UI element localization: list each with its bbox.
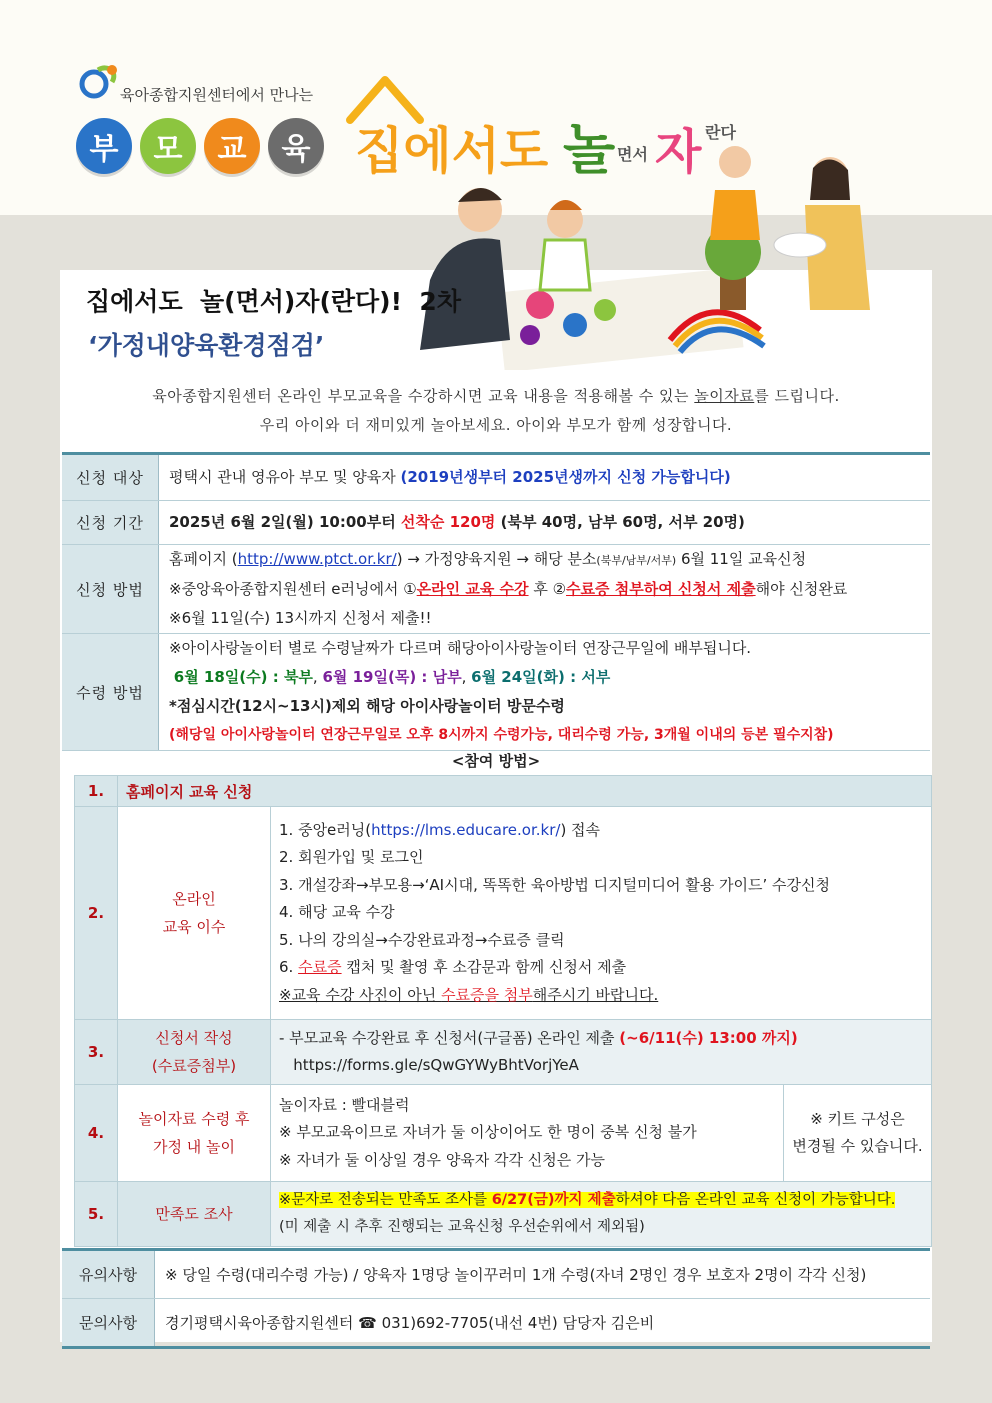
homepage-link[interactable]: http://www.ptct.or.kr/ — [237, 550, 397, 568]
title-part-2: 놀 — [563, 118, 616, 181]
receive-label: 수령 방법 — [62, 634, 159, 751]
contact-value: 경기평택시육아종합지원센터 ☎ 031)692-7705(내선 4번) 담당자 김은비 — [155, 1299, 931, 1348]
step-4-body: 놀이자료 : 빨대블럭 ※ 부모교육이므로 자녀가 둘 이상이어도 한 명이 중복 신청 불가 ※ 자녀가 둘 이상일 경우 양육자 각각 신청은 가능 — [271, 1085, 784, 1182]
row-contact — [62, 1299, 930, 1348]
center-logo-icon — [78, 62, 120, 104]
step-3-number: 3. — [75, 1020, 118, 1085]
step-5-number: 5. — [75, 1182, 118, 1247]
intro-line-2: 우리 아이와 더 재미있게 놀아보세요. 아이와 부모가 함께 성장합니다. — [259, 416, 733, 434]
step-3-name: 신청서 작성 (수료증첨부) — [118, 1020, 271, 1085]
circle-gyo: 교 — [204, 118, 260, 174]
page-subtitle: ‘가정내양육환경점검’ — [88, 331, 325, 360]
notes-value: ※ 당일 수령(대리수령 가능) / 양육자 1명당 놀이꾸러미 1개 수령(자녀 2명인 경우 보호자 2명이 각각 신청) — [155, 1250, 931, 1299]
page-title: 집에서도 놀(면서)자(란다)! 2차 — [86, 287, 461, 316]
period-value: 2025년 6월 2일(월) 10:00부터 선착순 120명 (북부 40명, 남부 60명, 서부 20명) — [159, 501, 931, 545]
target-value: 평택시 관내 영유아 부모 및 양육자 (2019년생부터 2025년생까지 신청 가능합니다) — [159, 454, 931, 501]
row-notes — [62, 1250, 930, 1299]
target-label: 신청 대상 — [62, 454, 159, 501]
step-2-number: 2. — [75, 807, 118, 1020]
participation-method-heading: <참여 방법> — [451, 752, 541, 770]
period-label: 신청 기간 — [62, 501, 159, 545]
elearning-link[interactable]: https://lms.educare.or.kr/ — [371, 820, 561, 839]
title-part-5: 란다 — [705, 123, 736, 142]
step-4-note: ※ 키트 구성은 변경될 수 있습니다. — [784, 1085, 932, 1182]
circle-mo: 모 — [140, 118, 196, 174]
google-form-link[interactable]: https://forms.gle/sQwGYWyBhtVorjYeA — [279, 1056, 579, 1074]
step-4-name: 놀이자료 수령 후 가정 내 놀이 — [118, 1085, 271, 1182]
row-target — [62, 454, 930, 501]
circle-yuk: 육 — [268, 118, 324, 174]
application-info-table — [62, 452, 930, 751]
step-5 — [75, 1182, 932, 1247]
method-value: 홈페이지 (http://www.ptct.or.kr/) → 가정양육지원 → 해당 분소(북부/남부/서부) 6월 11일 교육신청 ※중앙육아종합지원센터 e러닝에서 ①온라인 교육 수강 후 ②수료증 첨부하여 신청서 제출해야 신청완료 ※6월 11일(수) 13시까지 신청서 제출!! — [159, 545, 931, 634]
notice-table — [62, 1248, 930, 1349]
step-1 — [75, 776, 932, 807]
parent-education-logo — [76, 118, 324, 174]
intro-line-1: 육아종합지원센터 온라인 부모교육을 수강하시면 교육 내용을 적용해볼 수 있는 놀이자료를 드립니다. — [152, 387, 840, 405]
step-2-body: 1. 중앙e러닝(https://lms.educare.or.kr/) 접속 2. 회원가입 및 로그인 3. 개설강좌→부모용→‘AI시대, 똑똑한 육아방법 디지털미디어 활용 가이드’ 수강신청 4. 해당 교육 수강 5. 나의 강의실→수강완료과정→수료증 클릭 6. 수료증 캡처 및 촬영 후 소감문과 함께 신청서 제출 ※교육 수강 사진이 아닌 수료증을 첨부해주시기 바랍니다. — [271, 807, 932, 1020]
contact-label: 문의사항 — [62, 1299, 155, 1348]
circle-bu: 부 — [76, 118, 132, 174]
row-receive — [62, 634, 930, 751]
row-method — [62, 545, 930, 634]
step-4 — [75, 1085, 932, 1182]
family-painting-illustration — [390, 140, 890, 370]
row-period — [62, 501, 930, 545]
steps-table — [74, 775, 932, 1247]
step-4-number: 4. — [75, 1085, 118, 1182]
receive-value: ※아이사랑놀이터 별로 수령날짜가 다르며 해당아이사랑놀이터 연장근무일에 배부됩니다. 6월 18일(수) : 북부, 6월 19일(목) : 남부, 6월 24일(화) : 서부 *점심시간(12시~13시)제외 해당 아이사랑놀이터 방문수령 (해당일 아이사랑놀이터 연장근무일로 오후 8시까지 수령가능, 대리수령 가능, 3개월 이내의 등본 필수지참) — [159, 634, 931, 751]
step-3 — [75, 1020, 932, 1085]
title-part-1: 집에서도 — [355, 122, 549, 180]
step-1-text: 홈페이지 교육 신청 — [118, 776, 932, 807]
method-label: 신청 방법 — [62, 545, 159, 634]
step-2 — [75, 807, 932, 1020]
step-3-body: - 부모교육 수강완료 후 신청서(구글폼) 온라인 제출 (~6/11(수) 13:00 까지) https://forms.gle/sQwGYWyBhtVorjYeA — [271, 1020, 932, 1085]
tagline: 육아종합지원센터에서 만나는 — [120, 86, 314, 104]
step-5-name: 만족도 조사 — [118, 1182, 271, 1247]
step-5-body: ※문자로 전송되는 만족도 조사를 6/27(금)까지 제출하셔야 다음 온라인 교육 신청이 가능합니다. (미 제출 시 추후 진행되는 교육신청 우선순위에서 제외됨) — [271, 1182, 932, 1247]
step-2-name: 온라인 교육 이수 — [118, 807, 271, 1020]
notes-label: 유의사항 — [62, 1250, 155, 1299]
title-part-4: 자 — [655, 124, 702, 180]
step-1-number: 1. — [75, 776, 118, 807]
title-part-3: 면서 — [617, 145, 648, 164]
